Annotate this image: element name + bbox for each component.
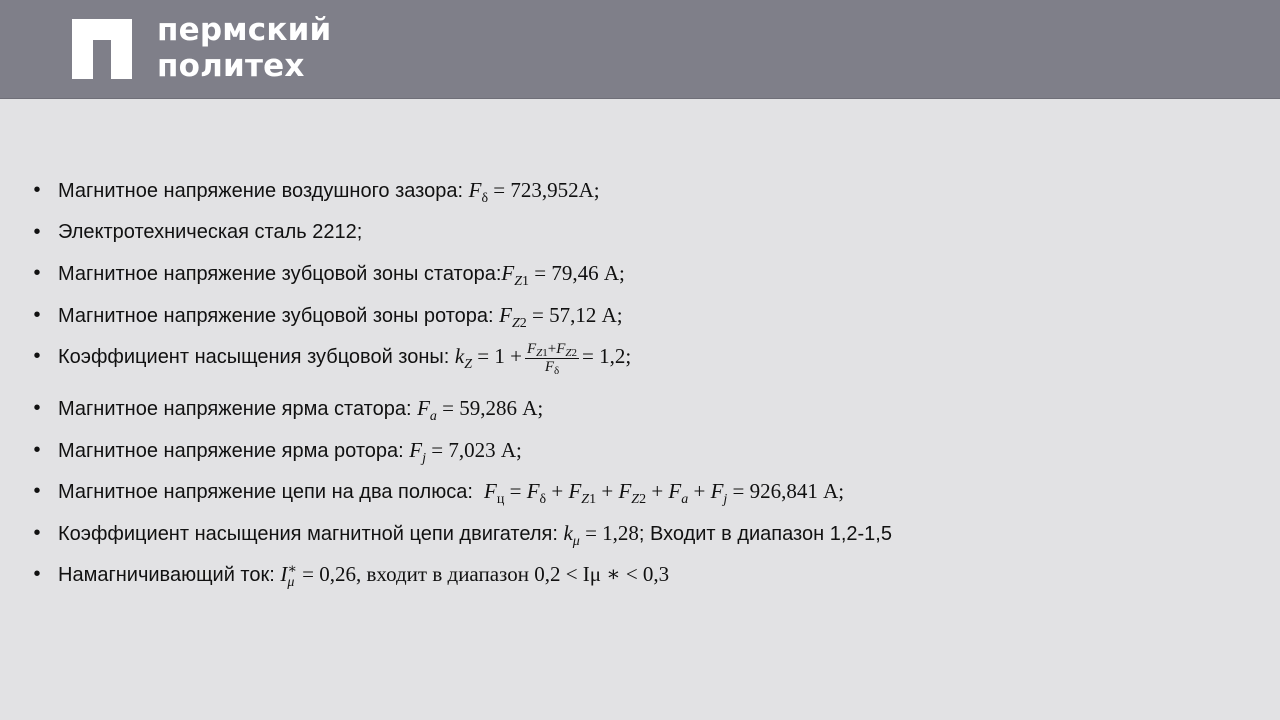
bullet-icon: • <box>33 563 41 585</box>
bullet-icon: • <box>33 397 41 419</box>
logo-icon <box>72 19 132 79</box>
item-formula: $F_ц = F_\delta + F_{Z1} + F_{Z2} + F_a + F_j = 926,841$ А; <box>484 479 845 507</box>
logo-line-2: политех <box>157 48 305 84</box>
bullet-list <box>30 172 1250 598</box>
bullet-icon: • <box>33 480 41 502</box>
item-text: Магнитное напряжение ярма ротора: <box>58 439 410 462</box>
bullet-icon: • <box>33 179 41 201</box>
item-text: Магнитное напряжение ярма статора: <box>58 398 418 420</box>
item-text: Магнитное напряжение зубцовой зоны статора: <box>58 263 502 285</box>
list-item-circuit-two-poles <box>30 473 1250 515</box>
list-item-magnetizing-current <box>30 556 1250 598</box>
item-text: Коэффициент насыщения магнитной цепи двигателя: <box>58 522 564 545</box>
item-text: Магнитное напряжение воздушного зазора: <box>58 180 469 202</box>
item-text: Намагничивающий ток: <box>58 564 281 586</box>
item-text: Электротехническая сталь 2212; <box>58 220 363 243</box>
bullet-icon: • <box>33 438 41 461</box>
formula-fraction: $\frac{F_{Z1}+F_{Z2}}{F_\delta}$ <box>526 340 578 377</box>
item-formula: $k_Z = 1$ + $\frac{F_{Z1}+F_{Z2}}{F_\delta}$ = 1,2; <box>454 340 632 377</box>
item-text: Коэффициент насыщения зубцовой зоны: <box>58 346 455 368</box>
item-formula: $F_{Z1} = 79,46$ А; <box>501 261 625 289</box>
item-formula: $F_j = 7,023$ А; <box>409 437 522 466</box>
list-item-stator-yoke <box>30 390 1250 432</box>
bullet-icon: • <box>33 521 41 544</box>
list-item-rotor-teeth <box>30 297 1250 339</box>
logo-text <box>157 12 331 84</box>
header-bar <box>0 0 1280 99</box>
list-item-circuit-saturation <box>30 515 1250 557</box>
item-formula: $F_{Z2} = 57,12$ А; <box>499 302 623 331</box>
list-item-teeth-saturation <box>30 338 1250 390</box>
list-item-steel <box>30 214 1250 256</box>
item-text: Магнитное напряжение зубцовой зоны ротора: <box>58 304 500 327</box>
bullet-icon: • <box>33 345 41 367</box>
item-formula: $I_\mu^∗ = 0,26$, входит в диапазон 0,2 < Iμ ∗ < 0,3 <box>280 562 670 590</box>
item-formula: $F_\delta = 723,952А$; <box>468 178 600 206</box>
bullet-icon: • <box>33 262 41 284</box>
item-text: Магнитное напряжение цепи на два полюса: <box>58 481 485 503</box>
bullet-icon: • <box>33 220 41 243</box>
list-item-stator-teeth <box>30 255 1250 297</box>
list-item-rotor-yoke <box>30 432 1250 474</box>
item-formula: $F_a = 59,286$ А; <box>417 396 544 424</box>
logo-line-1: пермский <box>157 12 332 48</box>
bullet-icon: • <box>33 303 41 326</box>
list-item-air-gap <box>30 172 1250 214</box>
slide-content <box>30 172 1250 598</box>
item-formula: $k_\mu = 1,28$; Входит в диапазон 1,2-1,5 <box>563 520 892 549</box>
